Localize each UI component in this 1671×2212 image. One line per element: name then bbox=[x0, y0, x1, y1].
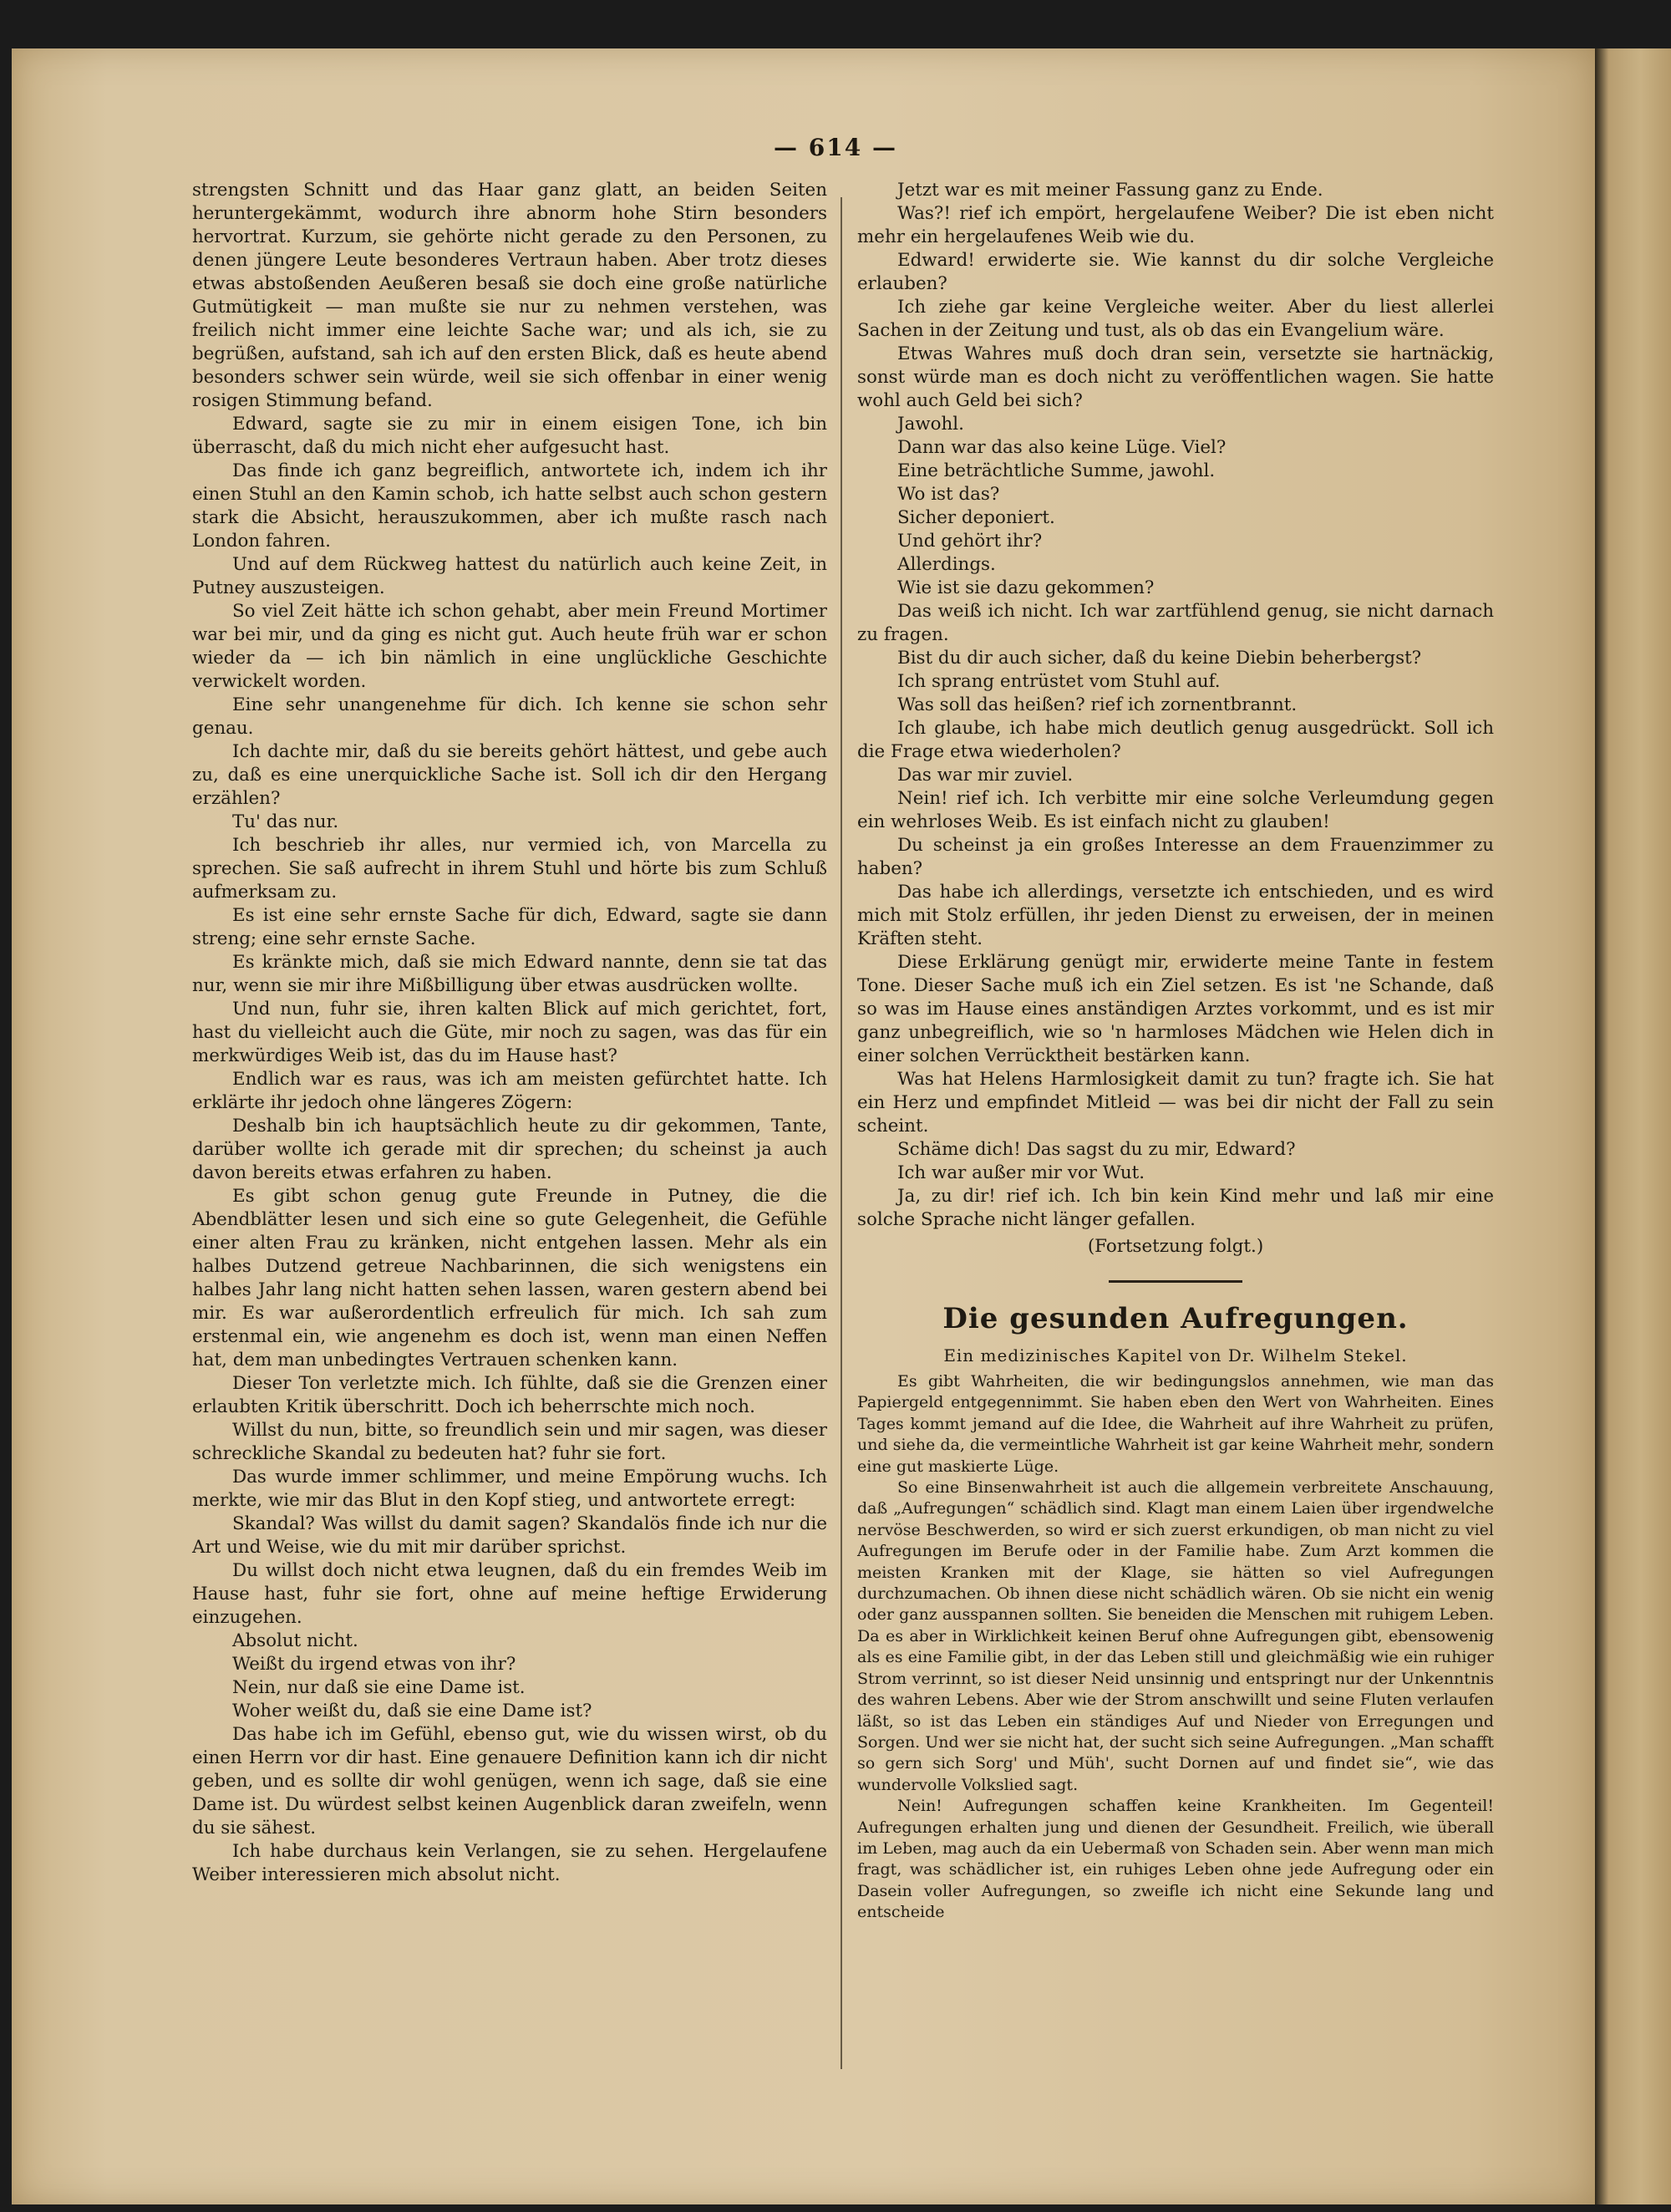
left-paragraph-24: Woher weißt du, daß sie eine Dame ist? bbox=[232, 1701, 592, 1721]
article bbox=[857, 1301, 1494, 1924]
article-byline: Ein medizinisches Kapitel von Dr. Wilhelm Stekel. bbox=[943, 1345, 1408, 1365]
left-paragraph-11: Es kränkte mich, daß sie mich Edward nannte, denn sie tat das nur, wenn sie mir ihre Mißbilligung über etwas ausdrücken wollte. bbox=[192, 952, 827, 996]
left-paragraph-10: Es ist eine sehr ernste Sache für dich, Edward, sagte sie dann streng; eine sehr ernste Sache. bbox=[192, 905, 827, 949]
right-paragraph-1: Jetzt war es mit meiner Fassung ganz zu Ende. bbox=[897, 180, 1323, 201]
article-title: Die gesunden Aufregungen. bbox=[942, 1302, 1409, 1335]
page-number: — 614 — bbox=[774, 134, 897, 161]
right-paragraph-11: Und gehört ihr? bbox=[897, 531, 1043, 552]
right-paragraph-7: Dann war das also keine Lüge. Viel? bbox=[897, 437, 1227, 458]
left-paragraph-12: Und nun, fuhr sie, ihren kalten Blick auf mich gerichtet, fort, hast du vielleicht auch die Güte, mir noch zu sagen, was das für ein merkwürdiges Weib ist, das du im Hause hast? bbox=[192, 999, 827, 1066]
left-paragraph-19: Skandal? Was willst du damit sagen? Skandalös finde ich nur die Art und Weise, wie du mit mir darüber sprichst. bbox=[192, 1513, 827, 1558]
left-paragraph-3: Das finde ich ganz begreiflich, antwortete ich, indem ich ihr einen Stuhl an den Kamin schob, ich hatte selbst auch schon gestern stark die Absicht, herauszukommen, aber ich mußte rasch nach London fahren. bbox=[192, 460, 827, 552]
section-divider bbox=[1109, 1280, 1242, 1283]
right-paragraph-24: Was hat Helens Harmlosigkeit damit zu tun? fragte ich. Sie hat ein Herz und empfindet Mitleid — was bei dir nicht der Fall zu sein scheint. bbox=[857, 1069, 1494, 1137]
left-paragraph-8: Tu' das nur. bbox=[232, 811, 339, 832]
left-paragraph-6: Eine sehr unangenehme für dich. Ich kenne sie schon sehr genau. bbox=[192, 694, 827, 739]
left-paragraph-2: Edward, sagte sie zu mir in einem eisigen Tone, ich bin überrascht, daß du mich nicht eher aufgesucht hast. bbox=[192, 414, 827, 458]
left-paragraph-7: Ich dachte mir, daß du sie bereits gehört hättest, und gebe auch zu, daß es eine unerquickliche Sache ist. Soll ich dir den Hergang erzählen? bbox=[192, 741, 827, 809]
left-paragraph-20: Du willst doch nicht etwa leugnen, daß du ein fremdes Weib im Hause hast, fuhr sie fort, ohne auf meine heftige Erwiderung einzugehen. bbox=[192, 1560, 827, 1628]
left-paragraph-21: Absolut nicht. bbox=[232, 1630, 358, 1651]
right-paragraph-2: Was?! rief ich empört, hergelaufene Weiber? Die ist eben nicht mehr ein hergelaufenes Weib wie du. bbox=[857, 203, 1494, 247]
left-paragraph-14: Deshalb bin ich hauptsächlich heute zu dir gekommen, Tante, darüber wollte ich gerade mit dir sprechen; du scheinst ja auch davon bereits etwas erfahren zu haben. bbox=[192, 1116, 827, 1183]
right-paragraph-15: Bist du dir auch sicher, daß du keine Diebin beherbergst? bbox=[897, 648, 1422, 669]
left-paragraph-23: Nein, nur daß sie eine Dame ist. bbox=[232, 1677, 526, 1698]
right-paragraph-3: Edward! erwiderte sie. Wie kannst du dir solche Vergleiche erlauben? bbox=[857, 250, 1494, 294]
right-paragraph-5: Etwas Wahres muß doch dran sein, versetzte sie hartnäckig, sonst würde man es doch nicht zu veröffentlichen wagen. Sie hatte wohl auch Geld bei sich? bbox=[857, 343, 1494, 411]
article-paragraph-1: Es gibt Wahrheiten, die wir bedingungslos annehmen, wie man das Papiergeld entgegennimmt. Sie haben eben den Wert von Wahrheiten. Eines Tages kommt jemand auf die Idee, die Wahrheit auf ihre Wahrheit zu prüfen, und siehe da, die vermeintliche Wahrheit ist gar keine Wahrheit mehr, sondern eine gut maskierte Lüge. bbox=[857, 1372, 1494, 1476]
next-page-edge bbox=[1595, 48, 1671, 2204]
left-paragraph-22: Weißt du irgend etwas von ihr? bbox=[232, 1654, 516, 1675]
right-paragraph-14: Das weiß ich nicht. Ich war zartfühlend genug, sie nicht darnach zu fragen. bbox=[857, 601, 1494, 645]
left-paragraph-1: strengsten Schnitt und das Haar ganz glatt, an beiden Seiten heruntergekämmt, wodurch ihre abnorm hohe Stirn besonders hervortrat. Kurzum, sie gehörte nicht gerade zu den Personen, zu denen jüngere Leute besonderes Vertraun haben. Aber trotz dieses etwas abstoßenden Aeußeren besaß sie doch eine große natürliche Gutmütigkeit — man mußte sie nur zu nehmen verstehen, was freilich nicht immer eine leichte Sache war; und als ich, sie zu begrüßen, aufstand, sah ich auf den ersten Blick, daß es heute abend besonders schwer sein würde, weil sie sich offenbar in einer wenig rosigen Stimmung befand. bbox=[192, 180, 827, 411]
right-paragraph-19: Das war mir zuviel. bbox=[897, 765, 1074, 786]
article-paragraph-3: Nein! Aufregungen schaffen keine Krankheiten. Im Gegenteil! Aufregungen erhalten jung und dienen der Gesundheit. Freilich, wie überall im Leben, mag auch da ein Uebermaß von Schaden sein. Aber wenn man mich fragt, was schädlicher ist, ein ruhiges Leben ohne jede Aufregung oder ein Dasein voller Aufregungen, so zweifle ich nicht eine Sekunde lang und entscheide bbox=[857, 1797, 1494, 1922]
right-paragraph-13: Wie ist sie dazu gekommen? bbox=[897, 577, 1155, 598]
column-divider bbox=[841, 197, 842, 2069]
right-paragraph-20: Nein! rief ich. Ich verbitte mir eine solche Verleumdung gegen ein wehrloses Weib. Es ist einfach nicht zu glauben! bbox=[857, 788, 1494, 832]
right-paragraph-27: Ja, zu dir! rief ich. Ich bin kein Kind mehr und laß mir eine solche Sprache nicht länger gefallen. bbox=[857, 1186, 1494, 1230]
right-paragraph-23: Diese Erklärung genügt mir, erwiderte meine Tante in festem Tone. Dieser Sache muß ich ein Ziel setzen. Es ist 'ne Schande, daß so was im Hause eines anständigen Arztes vorkommt, und es ist mir ganz unbegreiflich, wie so 'n harmloses Mädchen wie Helen dich in einer solchen Verrücktheit bestärken kann. bbox=[857, 952, 1494, 1066]
article-paragraph-2: So eine Binsenwahrheit ist auch die allgemein verbreitete Anschauung, daß „Aufregungen“ schädlich sind. Klagt man einem Laien über irgendwelche nervöse Beschwerden, so wird er sich zuerst erkundigen, ob man nicht zu viel Aufregungen im Berufe oder in der Familie habe. Zum Arzt kommen die meisten Kranken mit der Klage, sie hätten so viel Aufregungen durchzumachen. Ob ihnen diese nicht schädlich wären. Ob sie nicht ein wenig oder ganz ausspannen sollten. Sie beneiden die Menschen mit ruhigem Leben. Da es aber in Wirklichkeit keinen Beruf ohne Aufregungen gibt, ebensowenig als es eine Familie gibt, in der das Leben still und gleichmäßig wie ein ruhiger Strom verrinnt, so ist dieser Neid unsinnig und entspringt nur der Unkenntnis des wahren Lebens. Aber wie der Strom anschwillt und seine Fluten verlaufen läßt, so ist das Leben ein ständiges Auf und Nieder von Erregungen und Sorgen. Und wer sie nicht hat, der sucht sich seine Aufregungen. „Man schafft so gern sich Sorg' und Müh', sucht Dornen auf und findet sie“, wie das wundervolle Volkslied sagt. bbox=[857, 1478, 1494, 1794]
right-paragraph-17: Was soll das heißen? rief ich zornentbrannt. bbox=[897, 694, 1298, 715]
right-paragraph-26: Ich war außer mir vor Wut. bbox=[897, 1162, 1145, 1183]
right-paragraph-12: Allerdings. bbox=[897, 554, 996, 575]
right-paragraph-9: Wo ist das? bbox=[897, 484, 1000, 505]
right-paragraph-10: Sicher deponiert. bbox=[897, 507, 1055, 528]
right-paragraph-4: Ich ziehe gar keine Vergleiche weiter. Aber du liest allerlei Sachen in der Zeitung und tust, als ob das ein Evangelium wäre. bbox=[857, 297, 1494, 341]
left-paragraph-17: Willst du nun, bitte, so freundlich sein und mir sagen, was dieser schreckliche Skandal zu bedeuten hat? fuhr sie fort. bbox=[192, 1420, 827, 1464]
left-paragraph-9: Ich beschrieb ihr alles, nur vermied ich, von Marcella zu sprechen. Sie saß aufrecht in ihrem Stuhl und hörte bis zum Schluß aufmerksam zu. bbox=[192, 835, 827, 903]
serial-story bbox=[857, 179, 1494, 1259]
right-paragraph-8: Eine beträchtliche Summe, jawohl. bbox=[897, 460, 1216, 481]
left-paragraph-26: Ich habe durchaus kein Verlangen, sie zu sehen. Hergelaufene Weiber interessieren mich absolut nicht. bbox=[192, 1841, 827, 1885]
left-paragraph-16: Dieser Ton verletzte mich. Ich fühlte, daß sie die Grenzen einer erlaubten Kritik überschritt. Doch ich beherrschte mich noch. bbox=[192, 1373, 827, 1417]
right-paragraph-6: Jawohl. bbox=[897, 414, 964, 435]
right-paragraph-16: Ich sprang entrüstet vom Stuhl auf. bbox=[897, 671, 1221, 692]
left-paragraph-18: Das wurde immer schlimmer, und meine Empörung wuchs. Ich merkte, wie mir das Blut in den Kopf stieg, und antwortete erregt: bbox=[192, 1467, 827, 1511]
right-column bbox=[857, 179, 1494, 1924]
right-paragraph-21: Du scheinst ja ein großes Interesse an dem Frauenzimmer zu haben? bbox=[857, 835, 1494, 879]
left-column bbox=[192, 179, 827, 1887]
left-paragraph-5: So viel Zeit hätte ich schon gehabt, aber mein Freund Mortimer war bei mir, und da ging es nicht gut. Auch heute früh war er schon wieder da — ich bin nämlich in eine unglückliche Geschichte verwickelt worden. bbox=[192, 601, 827, 692]
right-paragraph-22: Das habe ich allerdings, versetzte ich entschieden, und es wird mich mit Stolz erfüllen, ihr jeden Dienst zu erweisen, der in meinen Kräften steht. bbox=[857, 882, 1494, 949]
left-paragraph-13: Endlich war es raus, was ich am meisten gefürchtet hatte. Ich erklärte ihr jedoch ohne längeres Zögern: bbox=[192, 1069, 827, 1113]
right-paragraph-18: Ich glaube, ich habe mich deutlich genug ausgedrückt. Soll ich die Frage etwa wiederholen? bbox=[857, 718, 1494, 762]
to-be-continued: (Fortsetzung folgt.) bbox=[1087, 1236, 1264, 1257]
left-paragraph-4: Und auf dem Rückweg hattest du natürlich auch keine Zeit, in Putney auszusteigen. bbox=[192, 554, 827, 598]
right-paragraph-25: Schäme dich! Das sagst du zu mir, Edward? bbox=[897, 1139, 1296, 1160]
left-paragraph-15: Es gibt schon genug gute Freunde in Putney, die die Abendblätter lesen und sich eine so gute Gelegenheit, die Gefühle einer alten Frau zu kränken, nicht entgehen lassen. Mehr als ein halbes Dutzend getreue Nachbarinnen, die sich wenigstens ein halbes Jahr lang nicht hatten sehen lassen, waren gestern abend bei mir. Es war außerordentlich erfreulich für mich. Ich sah zum erstenmal ein, wie angenehm es doch ist, wenn man einen Neffen hat, dem man unbedingtes Vertrauen schenken kann. bbox=[192, 1186, 827, 1370]
left-paragraph-25: Das habe ich im Gefühl, ebenso gut, wie du wissen wirst, ob du einen Herrn vor dir hast. Eine genauere Definition kann ich dir nicht geben, und es sollte dir wohl genügen, wenn ich sage, daß sie eine Dame ist. Du würdest selbst keinen Augenblick daran zweifeln, wenn du sie sähest. bbox=[192, 1724, 827, 1838]
